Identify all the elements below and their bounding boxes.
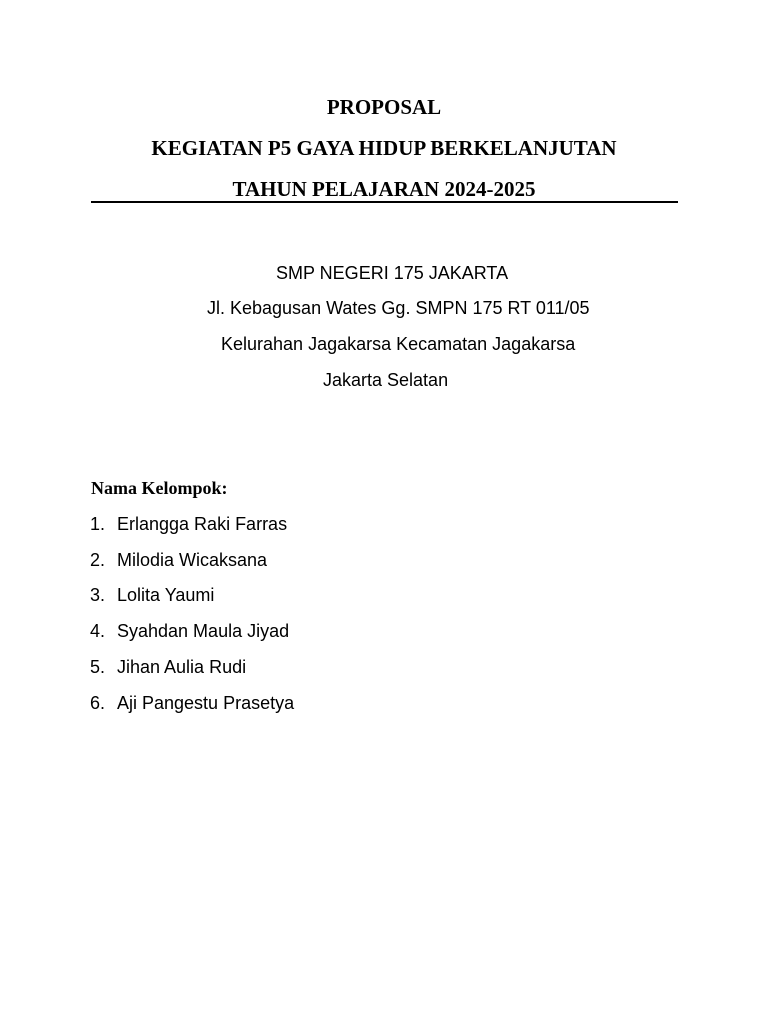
member-list-item — [90, 620, 289, 642]
member-list-item — [90, 513, 287, 535]
member-number: 5. — [90, 657, 106, 677]
member-number: 4. — [90, 621, 106, 641]
member-name: Jihan Aulia Rudi — [117, 657, 247, 677]
member-number: 6. — [90, 693, 106, 713]
member-list-item — [90, 549, 267, 571]
member-name: Erlangga Raki Farras — [117, 514, 288, 534]
member-number: 3. — [90, 585, 106, 605]
academic-year-title: TAHUN PELAJARAN 2024-2025 — [232, 177, 536, 201]
group-members-label: Nama Kelompok: — [91, 478, 228, 498]
school-name: SMP NEGERI 175 JAKARTA — [276, 263, 509, 283]
member-list-item — [90, 584, 214, 606]
school-street-address: Jl. Kebagusan Wates Gg. SMPN 175 RT 011/05 — [207, 298, 590, 318]
member-name: Lolita Yaumi — [117, 585, 215, 605]
activity-title: KEGIATAN P5 GAYA HIDUP BERKELANJUTAN — [151, 136, 617, 160]
document-title: PROPOSAL — [326, 95, 442, 119]
member-name: Aji Pangestu Prasetya — [117, 693, 295, 713]
school-district: Kelurahan Jagakarsa Kecamatan Jagakarsa — [221, 334, 576, 354]
member-name: Syahdan Maula Jiyad — [117, 621, 290, 641]
member-name: Milodia Wicaksana — [117, 550, 268, 570]
member-number: 1. — [90, 514, 106, 534]
member-list-item — [90, 692, 294, 714]
member-list-item — [90, 656, 246, 678]
title-underline-divider — [91, 201, 678, 203]
member-number: 2. — [90, 550, 106, 570]
school-city: Jakarta Selatan — [323, 370, 449, 390]
